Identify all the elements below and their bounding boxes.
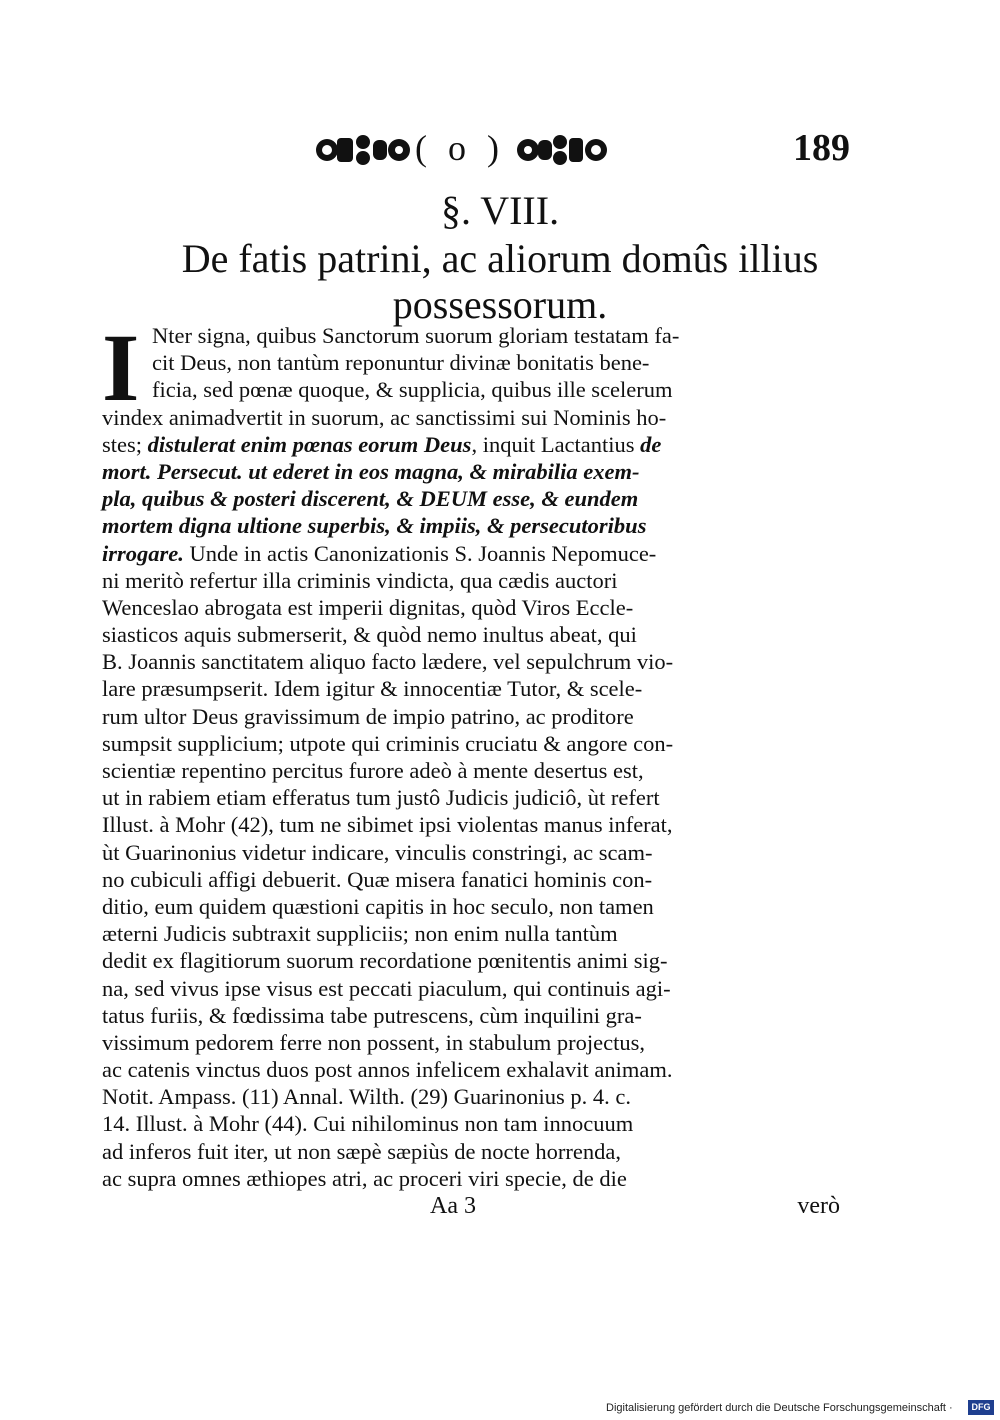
text-line xyxy=(102,947,840,974)
text-line xyxy=(102,1083,840,1110)
text-line xyxy=(102,893,840,920)
text-run: ac supra omnes æthiopes atri, ac proceri viri specie, de die xyxy=(102,1165,627,1191)
text-line xyxy=(102,621,840,648)
chapter-title xyxy=(120,236,880,328)
text-run: dedit ex flagitiorum suorum recordatione pœnitentis animi sig- xyxy=(102,948,668,974)
text-run: 14. Illust. à Mohr (44). Cui nihilominus non tam innocuum xyxy=(102,1111,634,1137)
text-line xyxy=(102,458,840,485)
text-run: ficia, sed pœnæ quoque, & supplicia, quibus ille scelerum xyxy=(152,377,673,403)
italic-quote: distulerat enim pœnas eorum Deus xyxy=(147,431,472,457)
text-run: ùt Guarinonius videtur indicare, vinculis constringi, ac scam- xyxy=(102,839,653,865)
text-run: Notit. Ampass. (11) Annal. Wilth. (29) Guarinonius p. 4. c. xyxy=(102,1084,632,1110)
body-text xyxy=(102,314,840,1192)
text-line xyxy=(102,784,840,811)
catchword: verò xyxy=(797,1193,840,1219)
italic-quote: mortem digna ultione superbis, & impiis, & persecutoribus xyxy=(102,513,647,539)
title-line: De fatis patrini, ac aliorum domûs illius xyxy=(181,236,819,281)
text-run: ni meritò refertur illa criminis vindicta, qua cædis auctori xyxy=(102,567,618,593)
text-line xyxy=(102,1029,840,1056)
text-line xyxy=(102,648,840,675)
text-run: vissimum pedorem ferre non possent, in stabulum projectus, xyxy=(102,1029,646,1055)
title-line: possessorum. xyxy=(392,282,608,327)
text-run: lare præsumpserit. Idem igitur & innocentiæ Tutor, & scele- xyxy=(102,676,643,702)
text-line xyxy=(102,866,840,893)
text-run: no cubiculi affigi debuerit. Quæ misera fanatici hominis con- xyxy=(102,866,653,892)
text-line xyxy=(102,594,840,621)
text-run: Unde in actis Canonizationis S. Joannis Nepomuce- xyxy=(183,540,657,566)
text-run: B. Joannis sanctitatem aliquo facto lædere, vel sepulchrum vio- xyxy=(102,649,674,675)
text-line xyxy=(102,703,840,730)
text-run: , inquit Lactantius xyxy=(471,431,641,457)
text-line xyxy=(102,322,840,349)
signature-mark: Aa 3 xyxy=(430,1193,476,1219)
italic-quote: de xyxy=(640,431,662,457)
text-run: rum ultor Deus gravissimum de impio patrino, ac proditore xyxy=(102,703,634,729)
text-run: ad inferos fuit iter, ut non sæpè sæpiùs de nocte horrenda, xyxy=(102,1138,621,1164)
digitization-credit: Digitalisierung gefördert durch die Deutsche Forschungsgemeinschaft · xyxy=(606,1402,953,1414)
italic-quote: mort. Persecut. ut ederet in eos magna, & mirabilia exem- xyxy=(102,458,640,484)
running-head xyxy=(0,126,1000,176)
text-line xyxy=(102,404,840,431)
text-line xyxy=(102,1165,840,1192)
text-run: ut in rabiem etiam efferatus tum justô Judicis judiciô, ùt refert xyxy=(102,785,660,811)
text-line xyxy=(102,675,840,702)
text-run: tatus furiis, & fœdissima tabe putrescens, cùm inquilini gra- xyxy=(102,1002,642,1028)
text-run: Illust. à Mohr (42), tum ne sibimet ipsi violentas manus inferat, xyxy=(102,812,673,838)
italic-quote: irrogare. xyxy=(102,540,184,566)
text-run: Nter signa, quibus Sanctorum suorum gloriam testatam fa- xyxy=(152,323,680,348)
page-number: 189 xyxy=(793,127,850,169)
text-line xyxy=(102,1138,840,1165)
text-line xyxy=(102,1002,840,1029)
text-run: cit Deus, non tantùm reponuntur divinæ bonitatis bene- xyxy=(152,350,650,376)
text-line xyxy=(102,512,840,539)
text-line xyxy=(102,811,840,838)
text-line xyxy=(102,1056,840,1083)
text-run: æterni Judicis subtraxit suppliciis; non enim nulla tantùm xyxy=(102,921,618,947)
text-run: scientiæ repentino percitus furore adeò à mente desertus est, xyxy=(102,758,644,783)
text-line xyxy=(102,757,840,784)
text-line xyxy=(102,730,840,757)
text-run: Wenceslao abrogata est imperii dignitas, quòd Viros Eccle- xyxy=(102,594,634,620)
italic-quote: pla, quibus & posteri discerent, & DEUM esse, & eundem xyxy=(102,486,639,512)
text-line xyxy=(102,920,840,947)
text-line xyxy=(102,839,840,866)
drop-capital: I xyxy=(102,314,140,421)
text-line xyxy=(102,567,840,594)
text-line xyxy=(102,431,840,458)
text-line xyxy=(102,975,840,1002)
text-run: na, sed vivus ipse visus est peccati piaculum, qui continuis agi- xyxy=(102,975,671,1001)
text-run: ac catenis vinctus duos post annos infelicem exhalavit animam. xyxy=(102,1057,673,1083)
text-run: vindex animadvertit in suorum, ac sanctissimi sui Nominis ho- xyxy=(102,404,667,430)
running-head-parens: ( o ) xyxy=(415,128,505,168)
text-run: sumpsit supplicium; utpote qui criminis cruciatu & angore con- xyxy=(102,730,674,756)
text-run: siasticos aquis submerserit, & quòd nemo inultus abeat, qui xyxy=(102,622,637,648)
dfg-logo: DFG xyxy=(968,1400,994,1415)
right-ornament-icon xyxy=(516,130,608,170)
text-line xyxy=(102,485,840,512)
text-line xyxy=(102,376,840,403)
text-line xyxy=(102,1110,840,1137)
text-run: stes; xyxy=(102,431,148,457)
text-run: ditio, eum quidem quæstioni capitis in hoc seculo, non tamen xyxy=(102,893,654,919)
section-heading: §. VIII. xyxy=(440,188,560,233)
left-ornament-icon xyxy=(313,130,413,170)
text-line xyxy=(102,349,840,376)
text-line xyxy=(102,540,840,567)
